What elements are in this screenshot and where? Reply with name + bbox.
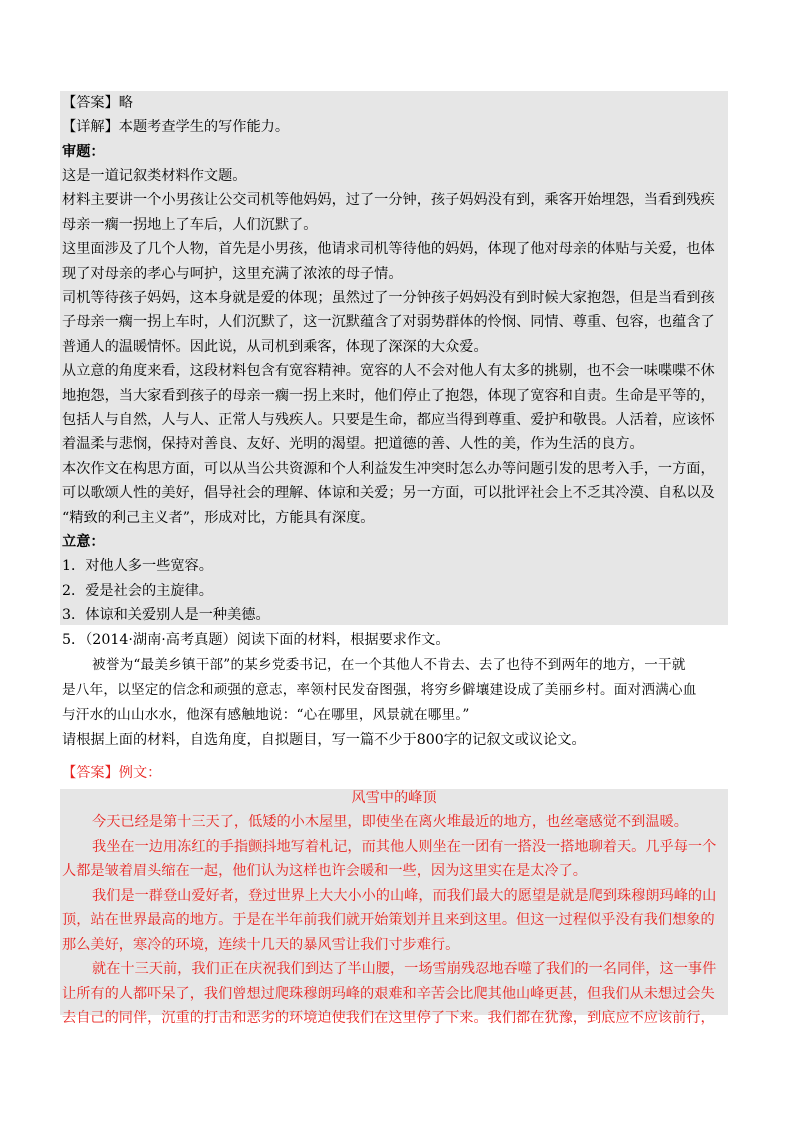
question-material-line: 是八年，以坚定的信念和顽强的意志，率领村民发奋图强，将穷乡僻壤建设成了美丽乡村。面对洒满心血 — [62, 682, 697, 698]
essay-line: 我坐在一边用冻红的手指颤抖地写着札记，而其他人则坐在一团有一搭没一搭地聊着天。几乎每一个 — [92, 839, 717, 855]
analysis-line: 着温柔与悲悯，保持对善良、友好、光明的渴望。把道德的善、人性的美，作为生活的良方。 — [62, 436, 644, 452]
essay-line: 去自己的同伴，沉重的打击和恶劣的环境迫使我们在这里停了下来。我们都在犹豫，到底应不应该前行， — [62, 1010, 715, 1026]
essay-line: 让所有的人都吓呆了，我们曾想过爬珠穆朗玛峰的艰难和辛苦会比爬其他山峰更甚，但我们从未想过会失 — [62, 986, 715, 1002]
detail-line: 【详解】本题考查学生的写作能力。 — [62, 119, 290, 135]
analysis-line: 现了对母亲的孝心与呵护，这里充满了浓浓的母子情。 — [62, 266, 403, 282]
analysis-line: “精致的利己主义者”，形成对比，方能具有深度。 — [62, 510, 375, 526]
essay-title: 风雪中的峰顶 — [351, 790, 437, 806]
answer-line: 【答案】略 — [62, 95, 133, 111]
liyi-point: 2．爱是社会的主旋律。 — [62, 583, 213, 599]
analysis-line: 材料主要讲一个小男孩让公交司机等他妈妈，过了一分钟，孩子妈妈没有到，乘客开始埋怨，当看到残疾 — [62, 192, 715, 208]
analysis-line: 包括人与自然，人与人、正常人与残疾人。只要是生命，都应当得到尊重、爱护和敬畏。人活着，应该怀 — [62, 412, 715, 428]
shenti-heading: 审题： — [62, 144, 105, 160]
essay-line: 今天已经是第十三天了，低矮的小木屋里，即使坐在离火堆最近的地方，也丝毫感觉不到温暖。 — [92, 814, 688, 830]
question-title: 5．（2014·湖南·高考真题）阅读下面的材料，根据要求作文。 — [62, 632, 450, 648]
question-material-line: 与汗水的山山水水，他深有感触地说：“心在哪里，风景就在哪里。” — [62, 707, 470, 723]
essay-line: 人都是皱着眉头缩在一起，他们认为这样也许会暖和一些，因为这里实在是太冷了。 — [62, 863, 587, 879]
analysis-line: 司机等待孩子妈妈，这本身就是爱的体现；虽然过了一分钟孩子妈妈没有到时候大家抱怨，但是当看到孩 — [62, 290, 715, 306]
analysis-line: 本次作文在构思方面，可以从当公共资源和个人利益发生冲突时怎么办等问题引发的思考入手，一方面， — [62, 461, 715, 477]
analysis-line: 这里面涉及了几个人物，首先是小男孩，他请求司机等待他的妈妈，体现了他对母亲的体贴与关爱，也体 — [62, 241, 715, 257]
liyi-point: 1．对他人多一些宽容。 — [62, 558, 213, 574]
essay-line: 那么美好，寒冷的环境，连续十几天的暴风雪让我们寸步难行。 — [62, 937, 460, 953]
analysis-line: 子母亲一瘸一拐上车时，人们沉默了，这一沉默蕴含了对弱势群体的怜悯、同情、尊重、包容，也蕴含了 — [62, 314, 715, 330]
answer-label: 【答案】例文： — [62, 765, 162, 781]
analysis-line: 这是一道记叙类材料作文题。 — [62, 168, 247, 184]
analysis-line: 可以歌颂人性的美好，倡导社会的理解、体谅和关爱；另一方面，可以批评社会上不乏其冷漠、自私以及 — [62, 485, 715, 501]
analysis-line: 普通人的温暖情怀。因此说，从司机到乘客，体现了深深的大众爱。 — [62, 339, 488, 355]
liyi-heading: 立意： — [62, 534, 105, 550]
essay-line: 顶，站在世界最高的地方。于是在半年前我们就开始策划并且来到这里。但这一过程似乎没有我们想象的 — [62, 912, 715, 928]
analysis-line: 地抱怨，当大家看到孩子的母亲一瘸一拐上来时，他们停止了抱怨，体现了宽容和自责。生命是平等的， — [62, 388, 715, 404]
analysis-line: 母亲一瘸一拐地上了车后，人们沉默了。 — [62, 217, 318, 233]
essay-line: 我们是一群登山爱好者，登过世界上大大小小的山峰，而我们最大的愿望是就是爬到珠穆朗玛峰的山 — [92, 888, 717, 904]
analysis-line: 从立意的角度来看，这段材料包含有宽容精神。宽容的人不会对他人有太多的挑剔，也不会一味喋喋不休 — [62, 363, 715, 379]
liyi-point: 3．体谅和关爱别人是一种美德。 — [62, 607, 270, 623]
essay-line: 就在十三天前，我们正在庆祝我们到达了半山腰，一场雪崩残忍地吞噬了我们的一名同伴，这一事件 — [92, 961, 717, 977]
question-requirement: 请根据上面的材料，自选角度，自拟题目，写一篇不少于800字的记叙文或议论文。 — [62, 732, 586, 748]
question-material-line: 被誉为“最美乡镇干部”的某乡党委书记，在一个其他人不肯去、去了也待不到两年的地方，一干就 — [92, 657, 686, 673]
